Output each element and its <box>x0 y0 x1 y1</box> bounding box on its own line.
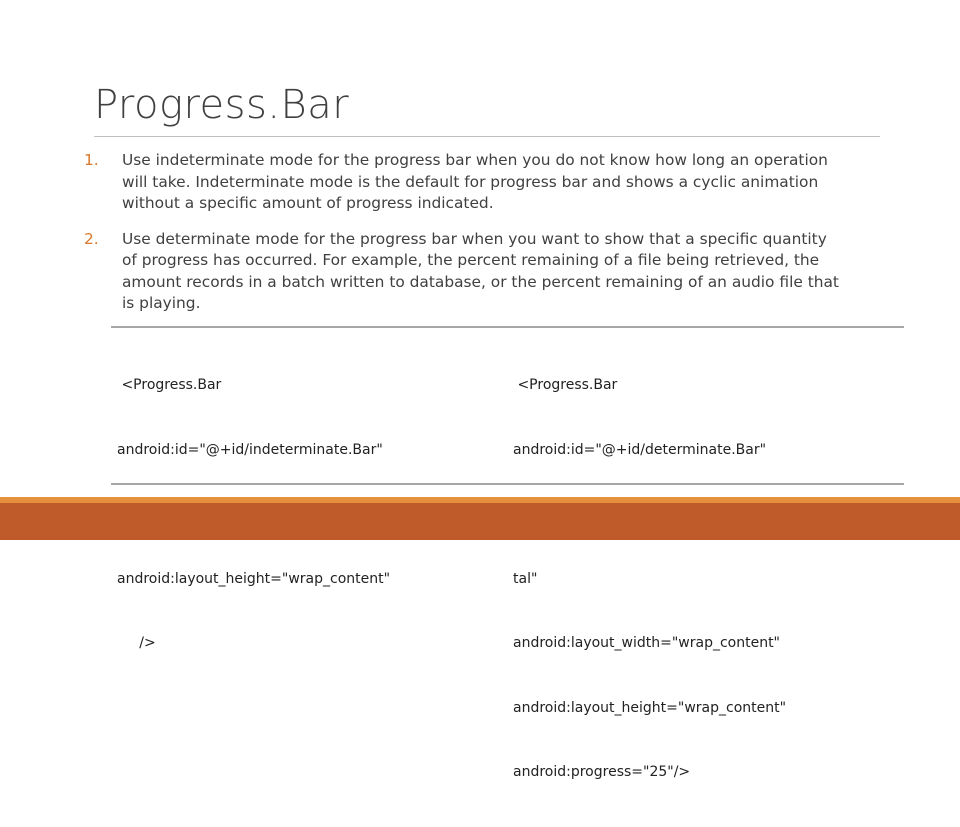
code-line: android:layout_width="wrap_content" <box>513 635 780 651</box>
list-item-text: without a specific amount of progress indicated. <box>122 194 494 212</box>
list-item-text: will take. Indeterminate mode is the default for progress bar and shows a cyclic animation <box>122 172 819 191</box>
list-item-text: amount records in a batch written to database, or the percent remaining of an audio file that <box>122 272 839 291</box>
slide-title: Progress.Bar <box>94 82 350 128</box>
code-line: android:id="@+id/determinate.Bar" <box>513 441 767 458</box>
code-line: android:progress="25"/> <box>513 764 691 780</box>
list-number: 1. <box>84 151 99 169</box>
list-item <box>84 150 884 215</box>
list-item-text: Use indeterminate mode for the progress bar when you do not know how long an operation <box>122 151 828 169</box>
code-line: android:id="@+id/indeterminate.Bar" <box>117 441 383 458</box>
list-number: 2. <box>84 229 99 248</box>
code-cell-determinate <box>513 332 898 827</box>
title-divider <box>94 136 880 137</box>
footer-band <box>0 503 960 540</box>
list-item-text: is playing. <box>122 294 201 312</box>
code-line: <Progress.Bar <box>117 377 222 393</box>
code-table <box>111 326 904 780</box>
list-item-text: of progress has occurred. For example, the percent remaining of a file being retrieved, the <box>122 251 820 269</box>
code-line: <Progress.Bar <box>513 377 618 393</box>
list-item-text: Use determinate mode for the progress bar when you want to show that a specific quantity <box>122 229 827 248</box>
code-line: android:layout_height="wrap_content" <box>117 570 391 587</box>
code-line: android:layout_height="wrap_content" <box>513 699 787 716</box>
code-line: tal" <box>513 570 538 587</box>
bullet-list <box>84 150 884 315</box>
code-line: /> <box>117 635 156 651</box>
list-item <box>84 229 884 315</box>
